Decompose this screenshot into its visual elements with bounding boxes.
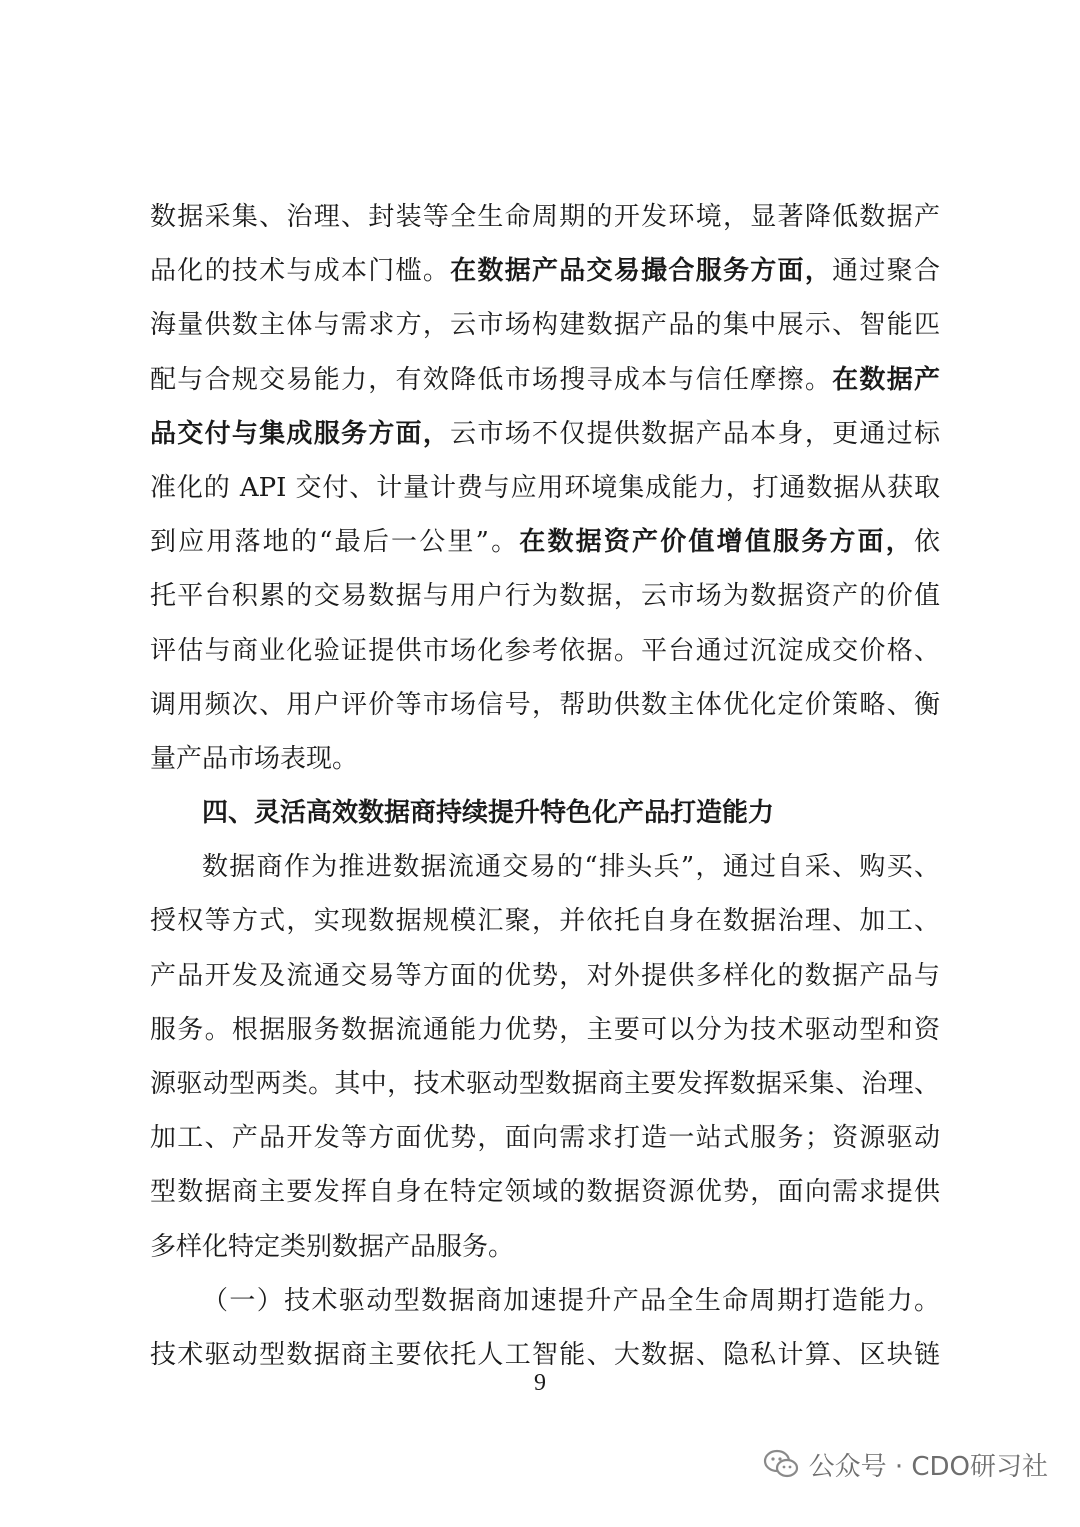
text-line (150, 1057, 940, 1111)
page-number: 9 (534, 1370, 546, 1396)
text-line (150, 732, 940, 786)
text-line (150, 298, 940, 352)
text-segment: 品化的技术与成本门槛。 (150, 256, 451, 287)
text-segment: （一）技术驱动型数据商加速提升产品全生命周期打造能力。 (202, 1285, 940, 1316)
text-segment: 托平台积累的交易数据与用户行为数据，云市场为数据资产的价值 (150, 581, 940, 612)
text-segment: 准化的 API 交付、计量计费与应用环境集成能力，打通数据从获取 (150, 472, 940, 503)
text-segment: 技术驱动型数据商主要依托人工智能、大数据、隐私计算、区块链 (150, 1339, 940, 1370)
text-line (150, 407, 940, 461)
bold-phrase: 在数据资产价值增值服务方面， (519, 527, 914, 558)
text-segment: 多样化特定类别数据产品服务。 (150, 1231, 515, 1262)
text-line (150, 894, 940, 948)
watermark (763, 1444, 1048, 1484)
text-segment: 依 (913, 527, 940, 558)
text-line (150, 461, 940, 515)
text-segment: 产品开发及流通交易等方面的优势，对外提供多样化的数据产品与 (150, 960, 940, 991)
body-text (150, 190, 940, 1382)
text-line (150, 1165, 940, 1219)
text-line (150, 569, 940, 623)
text-segment: 源驱动型两类。其中，技术驱动型数据商主要发挥数据采集、治理、 (150, 1069, 940, 1099)
text-segment: 数据商作为推进数据流通交易的“排头兵”，通过自采、购买、 (202, 852, 940, 883)
text-line (150, 353, 940, 407)
text-line (150, 624, 940, 678)
text-line (150, 840, 940, 894)
text-segment: 型数据商主要发挥自身在特定领域的数据资源优势，面向需求提供 (150, 1177, 940, 1208)
text-segment: 海量供数主体与需求方，云市场构建数据产品的集中展示、智能匹 (150, 310, 940, 341)
bold-phrase: 在数据产 (832, 364, 940, 395)
text-line (150, 949, 940, 1003)
text-segment: 量产品市场表现。 (150, 743, 359, 774)
section-heading (150, 786, 940, 840)
text-segment: 服务。根据服务数据流通能力优势，主要可以分为技术驱动型和资 (150, 1014, 940, 1045)
text-segment: 配与合规交易能力，有效降低市场搜寻成本与信任摩擦。 (150, 364, 833, 395)
subsection-heading (150, 1274, 940, 1328)
text-line (150, 515, 940, 569)
text-line (150, 244, 940, 298)
text-line (150, 1111, 940, 1165)
watermark-text: 公众号 · CDO研习社 (808, 1451, 1048, 1482)
text-segment: 四、灵活高效数据商持续提升特色化产品打造能力 (202, 798, 775, 829)
text-segment: 通过聚合 (832, 256, 940, 287)
text-segment: 到应用落地的“最后一公里”。 (150, 527, 520, 558)
text-segment: 调用频次、用户评价等市场信号，帮助供数主体优化定价策略、衡 (150, 689, 940, 720)
bold-phrase: 品交付与集成服务方面， (150, 418, 451, 449)
text-segment: 评估与商业化验证提供市场化参考依据。平台通过沉淀成交价格、 (150, 635, 940, 666)
text-line (150, 190, 940, 244)
text-segment: 云市场不仅提供数据产品本身，更通过标 (450, 418, 940, 449)
bold-phrase: 在数据产品交易撮合服务方面， (450, 256, 833, 287)
wechat-official-account-icon (763, 1448, 799, 1480)
text-segment: 授权等方式，实现数据规模汇聚，并依托自身在数据治理、加工、 (150, 906, 940, 937)
text-line (150, 678, 940, 732)
text-line (150, 1220, 940, 1274)
text-segment: 加工、产品开发等方面优势，面向需求打造一站式服务；资源驱动 (150, 1123, 940, 1154)
text-segment: 数据采集、治理、封装等全生命周期的开发环境，显著降低数据产 (150, 202, 940, 232)
text-line (150, 1003, 940, 1057)
